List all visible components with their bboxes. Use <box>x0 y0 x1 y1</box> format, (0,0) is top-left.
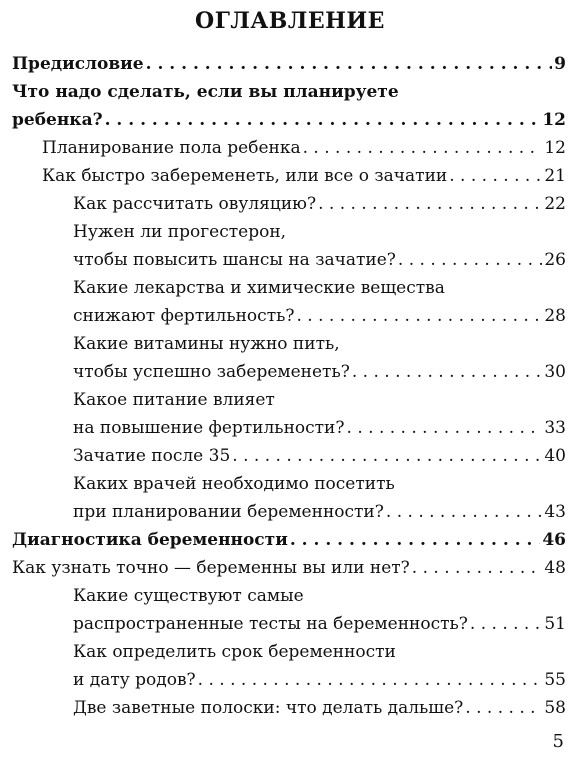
toc-entry[interactable] <box>12 638 566 694</box>
toc-entry[interactable] <box>12 526 566 554</box>
toc-entry-title: Как определить срок беременности <box>73 642 396 662</box>
toc-entry[interactable] <box>12 274 566 330</box>
dot-leader <box>232 442 542 470</box>
toc-entry-title: Две заветные полоски: что делать дальше? <box>73 698 464 718</box>
toc-entry-title: Как быстро забеременеть, или все о зачатии <box>42 166 448 186</box>
dot-leader <box>449 162 542 190</box>
dot-leader <box>398 246 542 274</box>
dot-leader <box>303 134 543 162</box>
dot-leader <box>296 302 542 330</box>
toc-page-number: 46 <box>542 530 566 550</box>
toc-entry-title: Планирование пола ребенка <box>42 138 301 158</box>
toc-page-number: 12 <box>544 138 566 158</box>
dot-leader <box>470 610 542 638</box>
toc-page-number: 33 <box>544 418 566 438</box>
toc-page-number: 22 <box>544 194 566 214</box>
toc-entry-title: Что надо сделать, если вы планируете <box>12 82 399 102</box>
toc-entry-title: Какие лекарства и химические вещества <box>73 278 445 298</box>
toc-page-number: 28 <box>544 306 566 326</box>
dot-leader <box>146 50 553 78</box>
page-number-folio: 5 <box>552 731 564 752</box>
toc-entry-title-cont: снижают фертильность? <box>73 306 295 326</box>
toc-entry-title-cont: чтобы повысить шансы на зачатие? <box>73 250 396 270</box>
toc-page-number: 12 <box>542 110 566 130</box>
toc-entry-title: Какое питание влияет <box>73 390 275 410</box>
toc-entry-title-cont: чтобы успешно забеременеть? <box>73 362 350 382</box>
toc-entry-title: Зачатие после 35 <box>73 446 231 466</box>
dot-leader <box>412 554 543 582</box>
toc-page-number: 26 <box>544 250 566 270</box>
toc-page-number: 51 <box>544 614 566 634</box>
dot-leader <box>105 106 541 134</box>
toc-entry-title: Как рассчитать овуляцию? <box>73 194 317 214</box>
toc-page-number: 48 <box>544 558 566 578</box>
toc-entry[interactable] <box>12 554 566 582</box>
toc-entry-title: Какие витамины нужно пить, <box>73 334 340 354</box>
dot-leader <box>347 414 543 442</box>
toc-entry-title: Нужен ли прогестерон, <box>73 222 287 242</box>
toc-entry-title-cont: при планировании беременности? <box>73 502 384 522</box>
toc-entry[interactable] <box>12 162 566 190</box>
dot-leader <box>352 358 543 386</box>
dot-leader <box>198 666 543 694</box>
toc-entry-title-cont: ребенка? <box>12 110 103 130</box>
toc-entry[interactable] <box>12 134 566 162</box>
toc-entry[interactable] <box>12 218 566 274</box>
page-title: ОГЛАВЛЕНИЕ <box>195 8 385 34</box>
toc-entry[interactable] <box>12 470 566 526</box>
toc-page-number: 55 <box>544 670 566 690</box>
toc-entry[interactable] <box>12 330 566 386</box>
toc-page-number: 21 <box>544 166 566 186</box>
toc-page-number: 9 <box>554 54 566 74</box>
toc-entry[interactable] <box>12 386 566 442</box>
toc-entry-title: Диагностика беременности <box>12 530 288 550</box>
toc-entry[interactable] <box>12 582 566 638</box>
toc-entry[interactable] <box>12 50 566 78</box>
dot-leader <box>318 190 542 218</box>
toc-entry-title: Какие существуют самые <box>73 586 304 606</box>
toc-page-number: 30 <box>544 362 566 382</box>
toc-entry-title: Предисловие <box>12 54 144 74</box>
toc-entry[interactable] <box>12 190 566 218</box>
dot-leader <box>465 694 542 722</box>
toc-entry-title-cont: на повышение фертильности? <box>73 418 345 438</box>
toc-entry-title: Как узнать точно — беременны вы или нет? <box>12 558 410 578</box>
toc-entry[interactable] <box>12 694 566 722</box>
toc-entry-title-cont: распространенные тесты на беременность? <box>73 614 468 634</box>
toc-entry-title: Каких врачей необходимо посетить <box>73 474 395 494</box>
toc-page-number: 40 <box>544 446 566 466</box>
dot-leader <box>290 526 541 554</box>
table-of-contents <box>12 50 566 722</box>
toc-entry[interactable] <box>12 442 566 470</box>
toc-entry[interactable] <box>12 78 566 134</box>
toc-entry-title-cont: и дату родов? <box>73 670 196 690</box>
dot-leader <box>386 498 542 526</box>
toc-page-number: 58 <box>544 698 566 718</box>
toc-page-number: 43 <box>544 502 566 522</box>
